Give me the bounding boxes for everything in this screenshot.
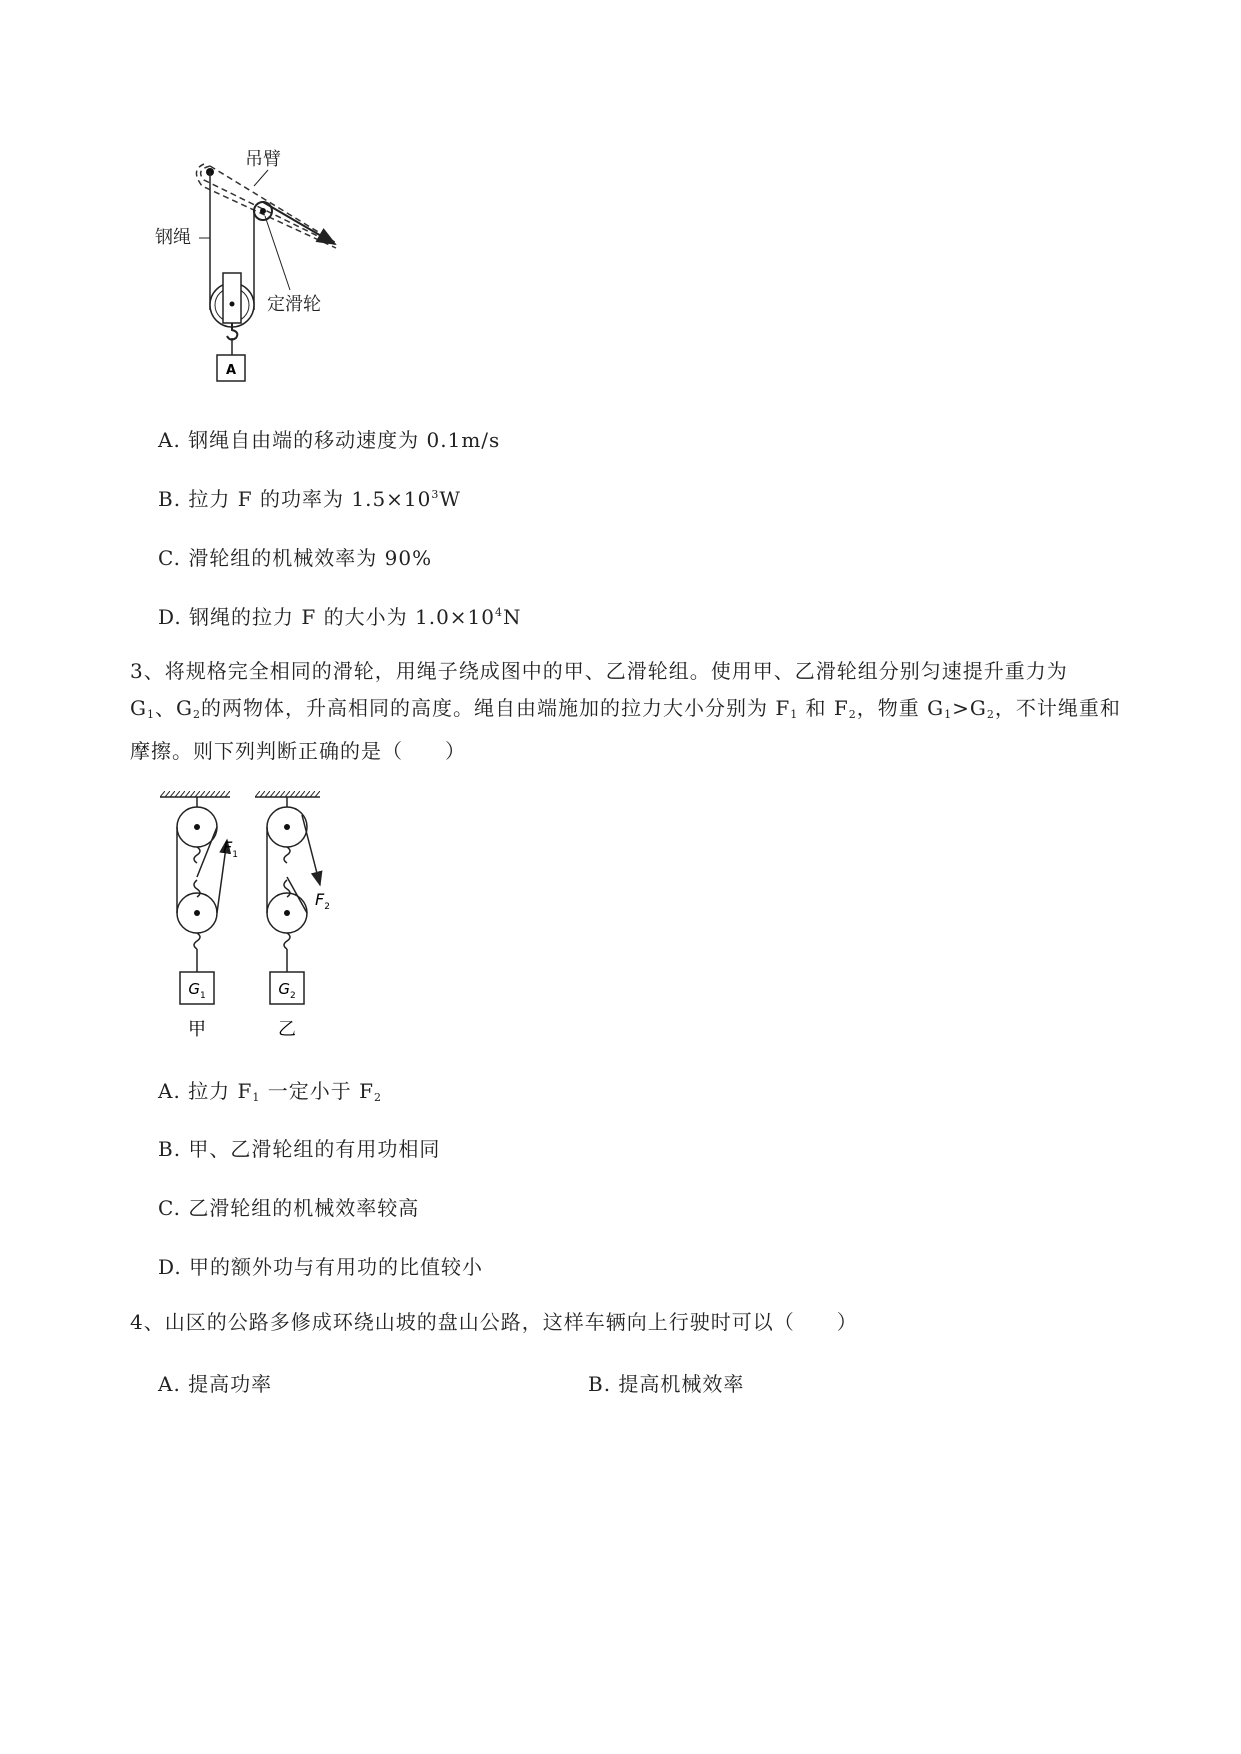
q3-option-b (158, 1133, 440, 1162)
option-letter: D. (158, 605, 182, 629)
option-text: 提高机械效率 (618, 1372, 745, 1396)
weight-label-left: $G_1$ (188, 980, 206, 1001)
label-rope: 钢绳 (155, 227, 191, 248)
label-fixed-pulley: 定滑轮 (267, 294, 321, 315)
pulley-systems-figure (155, 785, 355, 1045)
option-letter: C. (158, 1196, 181, 1220)
option-text: 滑轮组的机械效率为 90% (188, 546, 433, 570)
force-label-left: $F_1$ (223, 838, 238, 860)
option-letter: C. (158, 546, 181, 570)
option-text: 甲的额外功与有用功的比值较小 (189, 1255, 484, 1279)
q3-option-c (158, 1192, 419, 1221)
option-text: 提高功率 (188, 1372, 273, 1396)
force-label-right: $F_2$ (315, 890, 330, 912)
option-text: 钢绳自由端的移动速度为 0.1m/s (188, 428, 501, 452)
q4-option-b (588, 1368, 744, 1397)
crane-pulley-figure (150, 140, 370, 390)
option-letter: A. (158, 1372, 181, 1396)
label-arm: 吊臂 (245, 149, 281, 170)
question-number: 4、 (130, 1310, 165, 1334)
option-text: 乙滑轮组的机械效率较高 (188, 1196, 420, 1220)
q3-line3: 摩擦。则下列判断正确的是（ ） (130, 739, 466, 763)
q2-option-b: B. 拉力 F 的功率为 $1.5\times 10^3W$ (158, 487, 461, 511)
option-text: 拉力 F 的功率为 1.5×10 (188, 487, 432, 511)
option-letter: B. (588, 1372, 612, 1396)
option-letter: A. (158, 1079, 181, 1103)
q4-option-a (158, 1368, 272, 1397)
option-letter: D. (158, 1255, 182, 1279)
option-letter: B. (158, 1137, 182, 1161)
box-a-label: A (225, 363, 237, 378)
question-4: 4、山区的公路多修成环绕山坡的盘山公路，这样车辆向上行驶时可以（ ） (130, 1310, 858, 1334)
q3-option-d (158, 1251, 483, 1280)
q2-option-a (158, 424, 500, 453)
caption-left: 甲 (188, 1019, 206, 1040)
q3-line1: 3、将规格完全相同的滑轮，用绳子绕成图中的甲、乙滑轮组。使用甲、乙滑轮组分别匀速提升重力为 (130, 659, 1068, 683)
option-letter: B. (158, 487, 182, 511)
q3-option-a (158, 1075, 382, 1104)
weight-label-right: $G_2$ (278, 980, 296, 1001)
q3-line2: $G_1$、$G_2$的两物体，升高相同的高度。绳自由端施加的拉力大小分别为 $F_1$ 和 $F_2$，物重 $G_1>G_2$，不计绳重和 (130, 696, 1121, 721)
q2-option-c (158, 542, 432, 571)
q2-option-d: D. 钢绳的拉力 F 的大小为 $1.0\times 10^4N$ (158, 605, 522, 629)
question-number: 3、 (130, 659, 165, 683)
option-letter: A. (158, 428, 181, 452)
question-3 (130, 653, 1130, 770)
option-text: 拉力 $F_1$ 一定小于 $F_2$ (188, 1079, 382, 1104)
caption-right: 乙 (278, 1019, 296, 1040)
option-text: 钢绳的拉力 F 的大小为 1.0×10 (189, 605, 496, 629)
option-text: 甲、乙滑轮组的有用功相同 (188, 1137, 441, 1161)
